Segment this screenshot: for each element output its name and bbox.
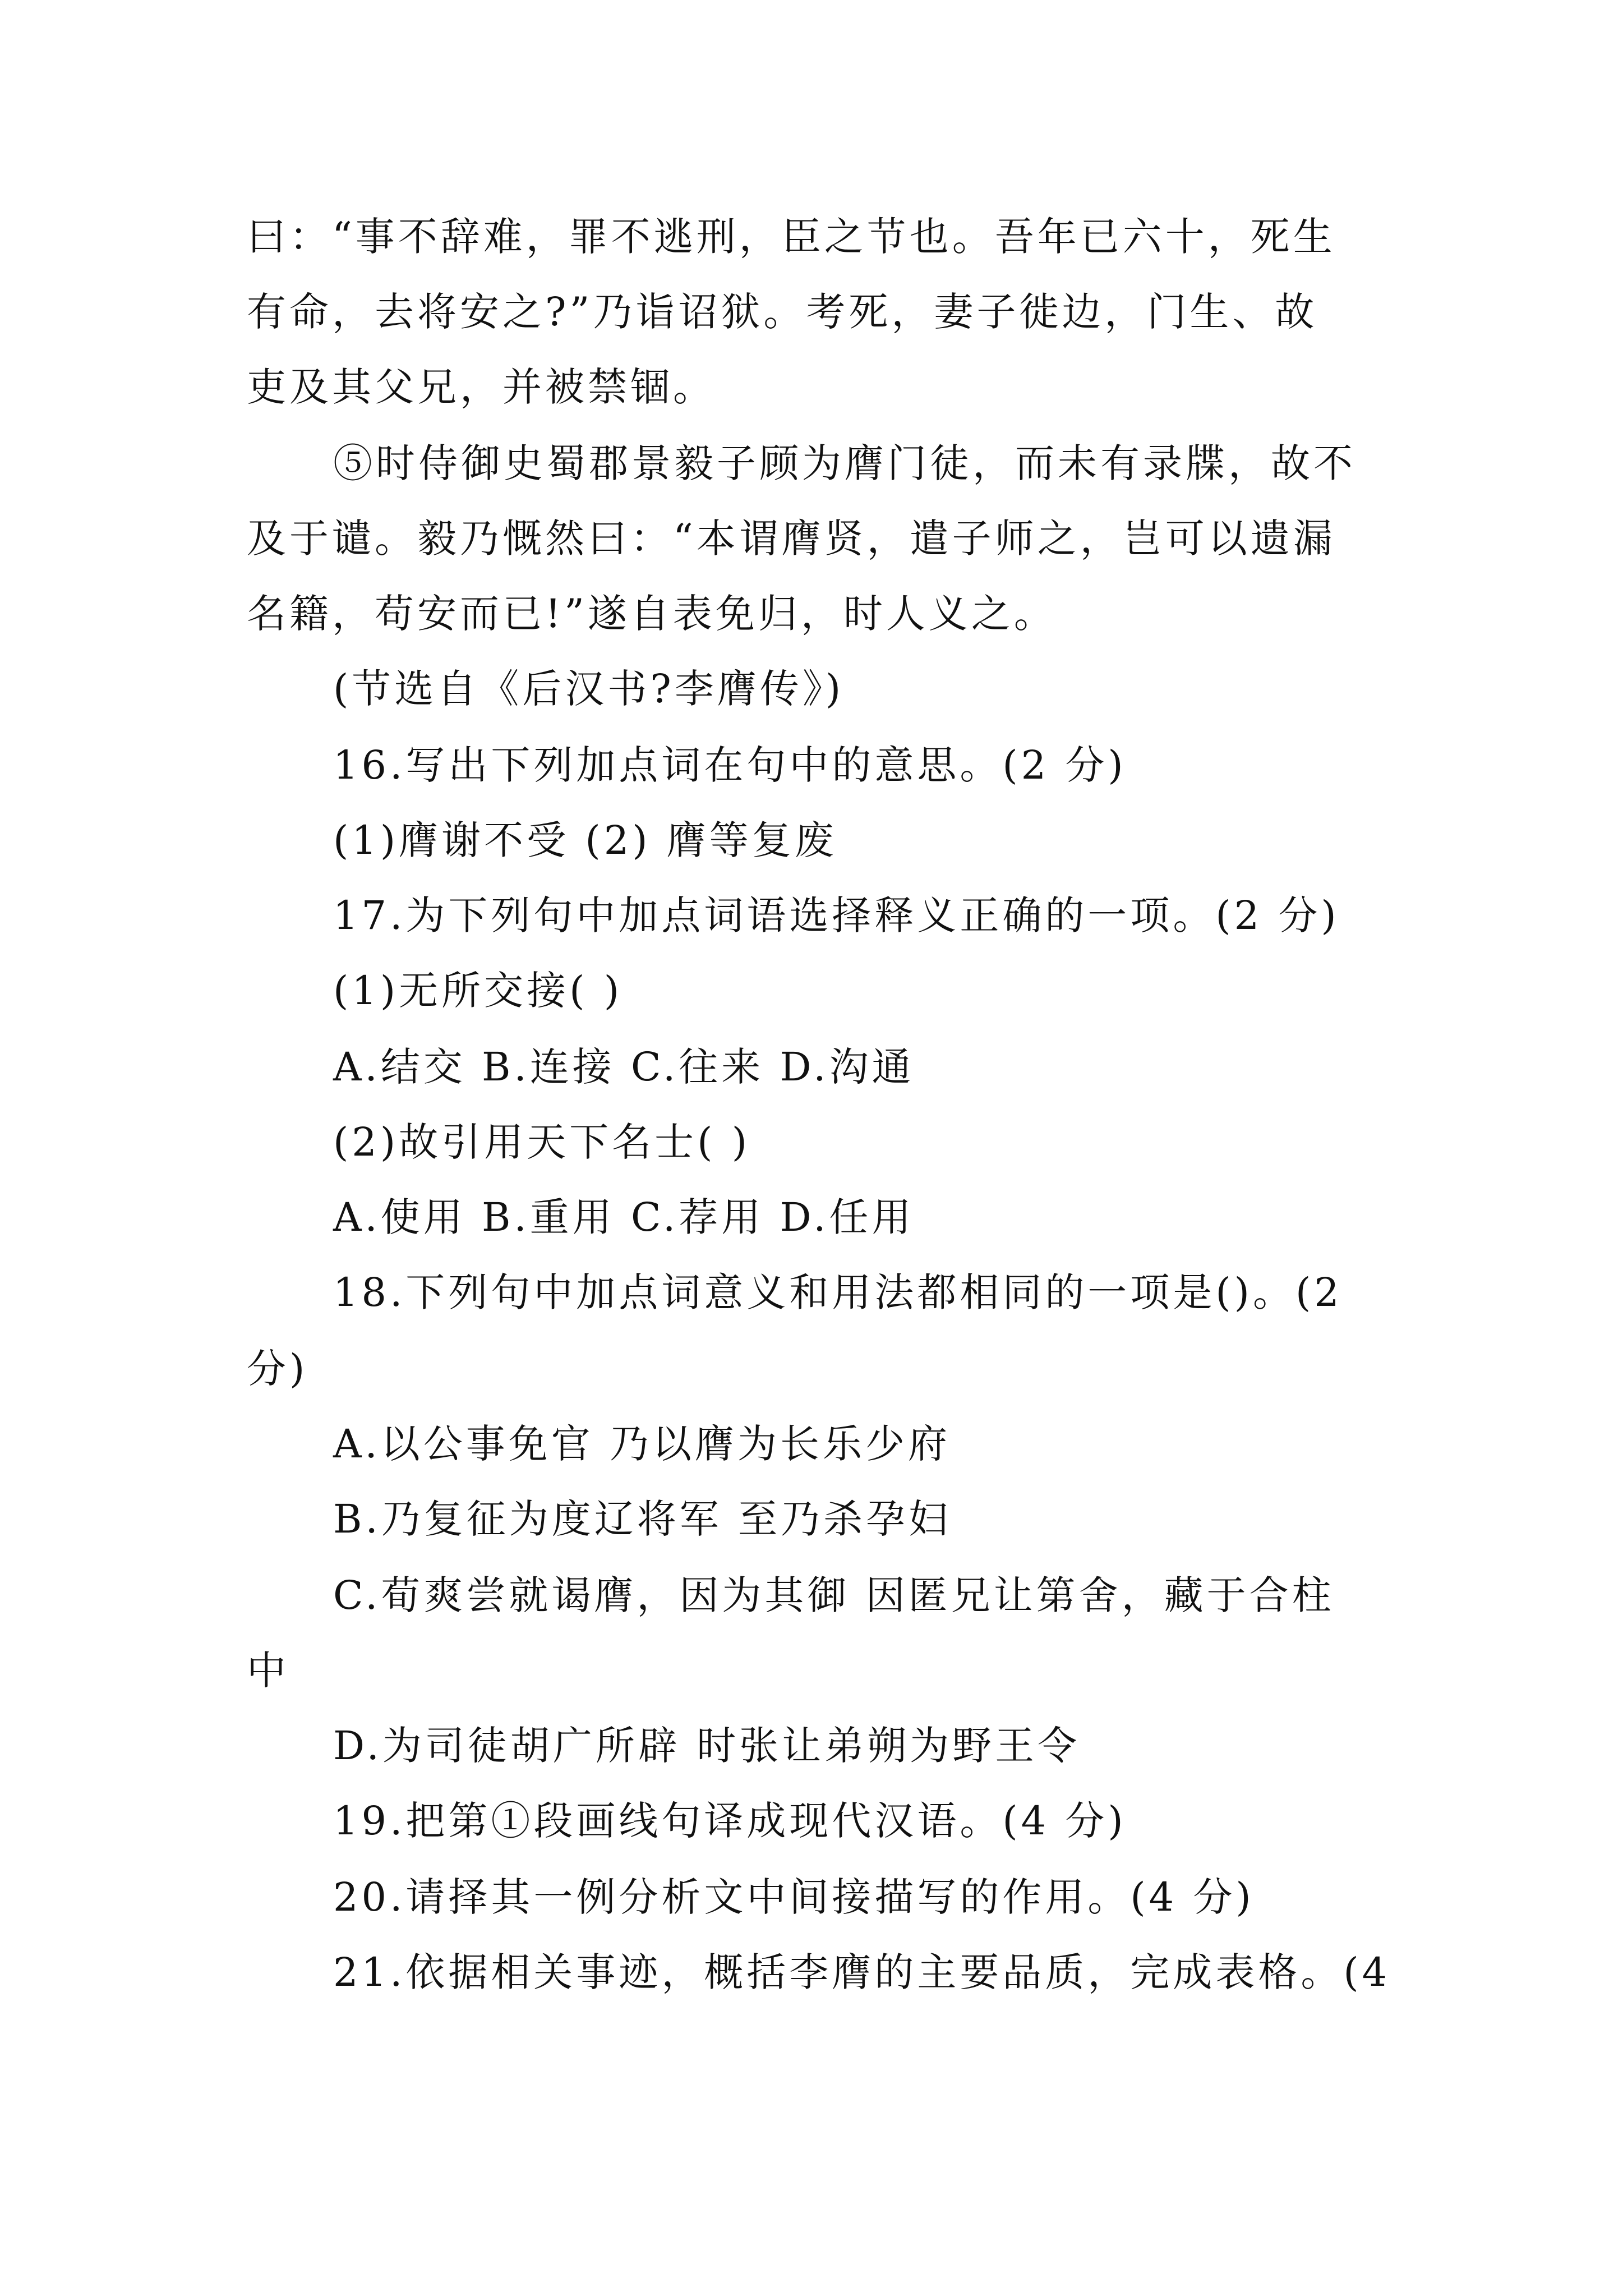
question-18-option-b: B.乃复征为度辽将军 至乃杀孕妇 xyxy=(333,1496,951,1542)
text-line: 吏及其父兄，并被禁锢。 xyxy=(247,364,716,410)
question-17: 17.为下列句中加点词语选择释义正确的一项。(2 分) xyxy=(333,892,1340,938)
question-16: 16.写出下列加点词在句中的意思。(2 分) xyxy=(333,742,1127,788)
text-line: ⑤时侍御史蜀郡景毅子顾为膺门徒，而未有录牒，故不 xyxy=(333,440,1356,486)
question-18-continued: 分) xyxy=(247,1346,308,1392)
question-17-options-2: A.使用 B.重用 C.荐用 D.任用 xyxy=(333,1194,915,1240)
question-21: 21.依据相关事迹，概括李膺的主要品质，完成表格。(4 xyxy=(333,1949,1391,1995)
text-line: 有命，去将安之?”乃诣诏狱。考死，妻子徙边，门生、故 xyxy=(247,289,1318,335)
question-17-options-1: A.结交 B.连接 C.往来 D.沟通 xyxy=(333,1044,915,1090)
question-17-item-2: (2)故引用天下名士( ) xyxy=(333,1119,751,1165)
question-16-items: (1)膺谢不受 (2) 膺等复废 xyxy=(333,817,837,863)
source-citation: (节选自《后汉书?李膺传》) xyxy=(333,666,845,712)
question-20: 20.请择其一例分析文中间接描写的作用。(4 分) xyxy=(333,1874,1255,1920)
question-18: 18.下列句中加点词意义和用法都相同的一项是()。(2 xyxy=(333,1269,1343,1315)
question-18-option-d: D.为司徒胡广所辟 时张让弟朔为野王令 xyxy=(333,1723,1081,1769)
text-line: 及于谴。毅乃慨然曰：“本谓膺贤，遣子师之，岂可以遗漏 xyxy=(247,516,1336,562)
question-17-item-1: (1)无所交接( ) xyxy=(333,968,623,1014)
text-line: 名籍，苟安而已!”遂自表免归，时人义之。 xyxy=(247,591,1057,637)
question-18-option-a: A.以公事免官 乃以膺为长乐少府 xyxy=(333,1421,951,1467)
text-line: 曰：“事不辞难，罪不逃刑，臣之节也。吾年已六十，死生 xyxy=(247,214,1336,260)
question-18-option-c-continued: 中 xyxy=(247,1648,289,1694)
question-18-option-c: C.荀爽尝就谒膺，因为其御 因匿兄让第舍，藏于合柱 xyxy=(333,1572,1335,1618)
question-19: 19.把第①段画线句译成现代汉语。(4 分) xyxy=(333,1798,1127,1844)
